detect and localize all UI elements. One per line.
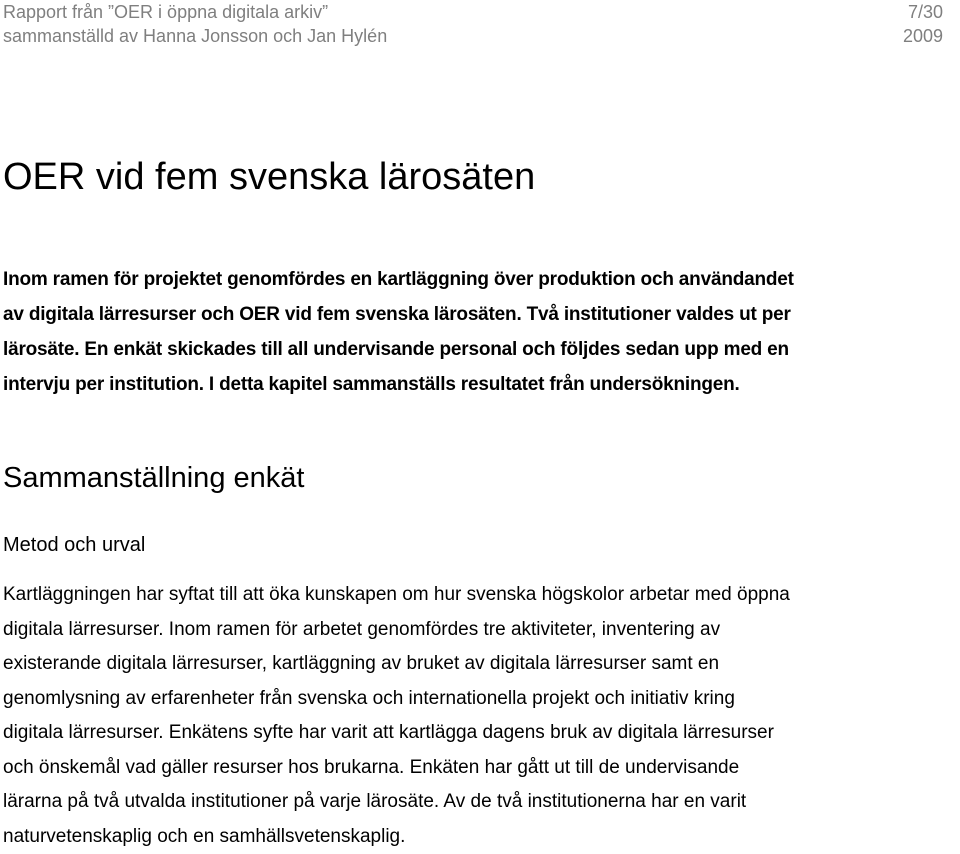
page-title: OER vid fem svenska lärosäten [3, 152, 535, 202]
intro-line: lärosäte. En enkät skickades till all undervisande personal och följdes sedan upp med en [3, 332, 943, 367]
body-line: och önskemål vad gäller resurser hos brukarna. Enkäten har gått ut till de undervisande [3, 751, 958, 786]
body-paragraph [3, 578, 958, 854]
report-authors: sammanställd av Hanna Jonsson och Jan Hylén [3, 24, 387, 48]
body-line: genomlysning av erfarenheter från svenska och internationella projekt och initiativ kring [3, 682, 958, 717]
intro-line: av digitala lärresurser och OER vid fem svenska lärosäten. Två institutioner valdes ut per [3, 297, 943, 332]
body-line: existerande digitala lärresurser, kartläggning av bruket av digitala lärresurser samt en [3, 647, 958, 682]
report-title: Rapport från ”OER i öppna digitala arkiv” [3, 0, 328, 24]
intro-line: Inom ramen för projektet genomfördes en kartläggning över produktion och användandet [3, 262, 943, 297]
section-heading: Sammanställning enkät [3, 459, 304, 497]
header-row-top [3, 0, 943, 24]
body-line: naturvetenskaplig och en samhällsvetenskaplig. [3, 820, 958, 854]
body-line: Kartläggningen har syftat till att öka kunskapen om hur svenska högskolor arbetar med öppna [3, 578, 958, 613]
report-year: 2009 [903, 24, 943, 48]
body-line: digitala lärresurser. Enkätens syfte har varit att kartlägga dagens bruk av digitala lärresurser [3, 716, 958, 751]
body-line: lärarna på två utvalda institutioner på varje lärosäte. Av de två institutionerna har en varit [3, 785, 958, 820]
intro-line: intervju per institution. I detta kapitel sammanställs resultatet från undersökningen. [3, 367, 943, 402]
header-row-bottom [3, 24, 943, 48]
subsection-heading: Metod och urval [3, 531, 145, 559]
page-header [3, 0, 943, 48]
intro-paragraph [3, 262, 943, 402]
body-line: digitala lärresurser. Inom ramen för arbetet genomfördes tre aktiviteter, inventering av [3, 613, 958, 648]
page-number: 7/30 [908, 0, 943, 24]
